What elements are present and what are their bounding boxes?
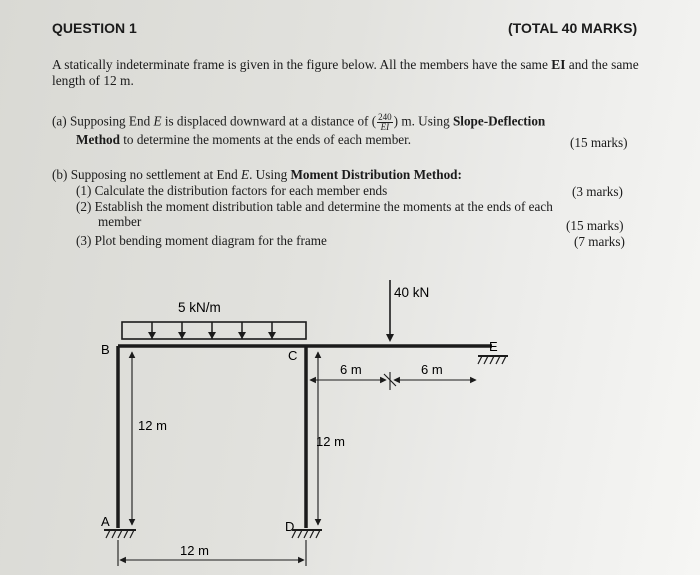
point-load: [386, 280, 394, 342]
part-a-text-1: Supposing End: [69, 113, 154, 129]
support-d: [292, 530, 322, 538]
fraction-denominator: EI: [380, 122, 390, 132]
part-b-item-1-marks: (3 marks): [572, 184, 623, 199]
node-c: C: [288, 348, 298, 363]
question-title: QUESTION 1: [52, 20, 137, 36]
dim-ab-label: 12 m: [138, 418, 167, 433]
part-a-end: E: [153, 113, 162, 129]
part-b-item-2: (2) Establish the moment distribution table and determine the moments at the ends of each: [76, 199, 553, 214]
dim-ad: [118, 540, 306, 566]
part-b-end: E: [241, 167, 250, 182]
part-b-item-2-cont: member: [98, 214, 142, 229]
node-b: B: [101, 342, 110, 357]
part-a-line-2-text: to determine the moments at the ends of each member.: [119, 132, 412, 147]
part-b-item-1: (1) Calculate the distribution factors for each member ends: [76, 183, 388, 198]
part-a-marks: (15 marks): [570, 135, 628, 150]
part-b-item-2-marks: (15 marks): [566, 218, 624, 233]
dim-load-e-label: 6 m: [421, 362, 443, 377]
fraction-numerator: 240: [378, 112, 392, 122]
part-a-text-2: is displaced downward at a distance of (: [161, 113, 377, 129]
support-a: [104, 530, 136, 538]
total-marks: (TOTAL 40 MARKS): [508, 20, 638, 36]
intro-text-1: A statically indeterminate frame is given in the figure below. All the members have the same: [52, 57, 552, 72]
intro-ei: EI: [551, 57, 566, 72]
node-d: D: [285, 519, 295, 534]
intro-text-2: and the same length of 12 m.: [52, 57, 639, 88]
part-b-text-1: Supposing no settlement at End: [70, 167, 242, 182]
part-b-item-3: (3) Plot bending moment diagram for the frame: [76, 233, 327, 248]
part-b-label: (b): [52, 167, 68, 182]
node-a: A: [101, 514, 110, 529]
dim-c-e: [310, 372, 476, 390]
node-e: E: [489, 339, 498, 354]
part-b-method: Moment Distribution Method:: [290, 167, 462, 182]
udl-box: [122, 322, 306, 339]
part-a-label: (a): [52, 113, 67, 129]
dim-ad-label: 12 m: [180, 543, 209, 558]
part-a-method: Slope-Deflection: [452, 113, 546, 129]
point-load-label: 40 kN: [394, 285, 430, 300]
support-e: [478, 356, 508, 364]
dim-c-load-label: 6 m: [340, 362, 362, 377]
dim-cd-label: 12 m: [316, 434, 345, 449]
part-b-item-3-marks: (7 marks): [574, 234, 625, 249]
part-b-text-2: . Using: [249, 167, 291, 182]
udl-label: 5 kN/m: [178, 300, 221, 315]
part-a-text-3: ) m. Using: [393, 113, 453, 129]
udl-load: [122, 322, 306, 339]
part-a-method-cont: Method: [76, 132, 120, 147]
